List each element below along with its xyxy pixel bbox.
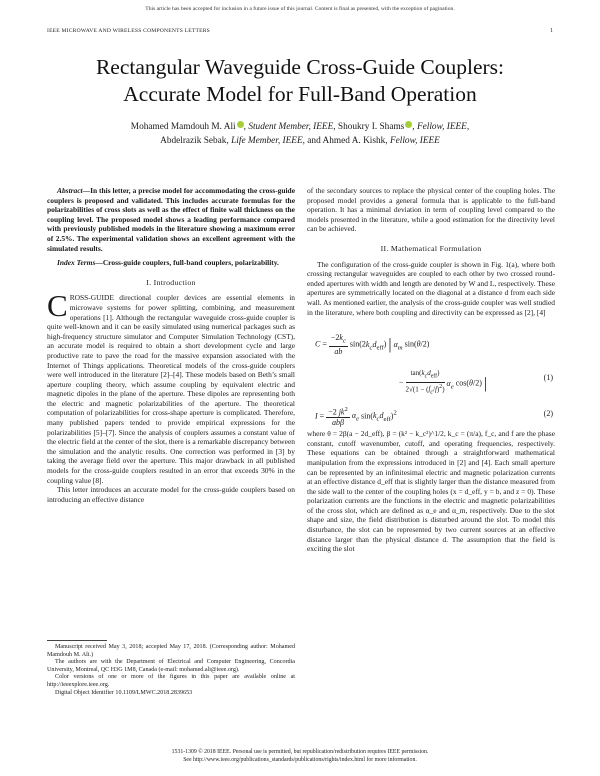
equation-1-number: (1)	[543, 373, 553, 383]
equation-2-body: I = −2 $jk^2$ abβ $\alpha_e$ $\sin(k_cd_{eff})^2$	[315, 406, 397, 428]
author-1-role: Student Member, IEEE	[248, 122, 334, 132]
equation-1-line-2: − $\tan(k_cd_{eff})$ $2√(1 - (f_c/f)^2)$ $\alpha_e$ cos(θ/2) |	[399, 369, 488, 396]
author-3-name: Abdelrazik Sebak	[160, 136, 227, 146]
footnote-received: Manuscript received May 3, 2018; accepted May 17, 2018. (Corresponding author: Mohamed Mamdouh M. Ali.)	[47, 644, 295, 658]
footnote-affiliation: The authors are with the Department of Electrical and Computer Engineering, Concordia University, Montreal, QC H3G 1M8, Canada (e-mail: mohamed.ali@ieee.org).	[47, 659, 295, 673]
left-column	[47, 186, 295, 504]
copyright-footer	[0, 748, 600, 764]
section-heading-introduction: I. Introduction	[146, 277, 196, 287]
author-3-role: Life Member, IEEE	[231, 136, 303, 146]
equation-2-number: (2)	[543, 409, 553, 419]
equation-1-line-1: C = $\frac{-2k_c}{ab}$ $\sin(2k_cd_{eff})$ | $\alpha_m$ sin(θ/2)	[315, 333, 430, 357]
footnote-rule	[47, 640, 107, 641]
index-terms	[47, 258, 295, 268]
right-column	[307, 186, 555, 554]
author-4-role: Fellow, IEEE	[389, 136, 440, 146]
acceptance-note: This article has been accepted for inclusion in a future issue of this journal. Content is final as presented, with the exception of pagination.	[145, 6, 455, 12]
footnote-doi: Digital Object Identifier 10.1109/LMWC.2018.2839653	[55, 689, 193, 696]
abstract-label: Abstract—	[57, 186, 91, 195]
footnotes	[47, 640, 295, 697]
intro-paragraph-1	[47, 288, 296, 485]
footnote-color: Color versions of one or more of the figures in this paper are available online at http://ieeexplore.ieee.org.	[47, 674, 295, 688]
section-heading-formulation: II. Mathematical Formulation	[380, 243, 482, 253]
author-2-name: Shoukry I. Shams	[337, 122, 405, 132]
abstract-text: In this letter, a precise model for accommodating the cross-guide couplers is proposed and validated. This includes accurate formulas for the polarizabilities of cross slots as well as the effect of finite wall thickness on the coupling level. The proposed model shows a leading performance compared with previously published models in the literature showing a maximum error of 2.5%. The experimental validation shows an excellent agreement with the simulated results.	[47, 186, 295, 253]
paper-title	[40, 54, 560, 108]
intro-paragraph-2: This letter introduces an accurate model for the cross-guide couplers based on introducing an effective distance	[47, 485, 295, 504]
right-paragraph-1: of the secondary sources to replace the physical center of the coupling holes. The proposed model provides a general formula that is applicable to the full-band operation. It has a minimal deviation in term of coupling level compared to the models presented in the literature, while a good estimation for the directivity level can be achieved.	[307, 186, 555, 234]
running-head: IEEE MICROWAVE AND WIRELESS COMPONENTS LETTERS	[47, 28, 210, 34]
author-1-name: Mohamed Mamdouh M. Ali	[130, 122, 236, 132]
index-terms-label: Index Terms—	[57, 258, 103, 268]
abstract	[47, 186, 295, 253]
rights-link-line[interactable]: See http://www.ieee.org/publications_standards/publications/rights/index.html for more information.	[183, 757, 417, 763]
orcid-icon[interactable]	[405, 121, 412, 128]
copyright-line: 1531-1309 © 2018 IEEE. Personal use is permitted, but republication/redistribution requires IEEE permission.	[171, 749, 429, 755]
right-paragraph-2: The configuration of the cross-guide coupler is shown in Fig. 1(a), where both crossing rectangular waveguides are coupled to each other by two crossed round-ended apertures with width and length are denoted by W and L, respectively. These apertures are symmetrically located on the diagonal at a distance d from each side wall. As mentioned earlier, the analysis of the cross-guide coupler was well studied in the literature, where both coupling and directivity can be expressed as [2], [4]	[307, 259, 555, 317]
orcid-icon[interactable]	[237, 121, 244, 128]
author-2-role: Fellow, IEEE	[416, 122, 467, 132]
author-list: Mohamed Mamdouh M. Ali , Student Member, IEEE, Shoukry I. Shams , Fellow, IEEE, Abdelrazik Sebak, Life Member, IEEE, and Ahmed A. Kishk, Fellow, IEEE	[130, 122, 470, 146]
title-line-1: Rectangular Waveguide Cross-Guide Couplers:	[95, 55, 505, 79]
title-line-2: Accurate Model for Full-Band Operation	[123, 82, 477, 106]
page-number: 1	[550, 28, 553, 34]
index-terms-text: Cross-guide couplers, full-band couplers, polarizability.	[102, 258, 279, 268]
equation-1	[307, 323, 555, 401]
intro-paragraph-1-text: ROSS-GUIDE directional coupler devices are essential elements in microwave systems for power splitting, combining, and measurement operations [1]. Although the rectangular waveguide cross-guide coupler is quite well-known and it can be easily simulated using numerical packages such as high-frequency structure simulator and Computer Simulation Technology (CST), an accurate model is required to obtain a short development cycle and large productive rate to pave the road for the massive expansion associated with the Internet of Things applications. Theoretical models of the cross-guide couplers were well introduced in the literature [2]–[4]. These models based on Beth’s small aperture coupling theory, which assume coupling by equivalent electric and magnetic dipoles in the plane of the aperture. These dipoles are representing both the electric and magnetic polarizabilities of the aperture. The theoretical computation of polarizabilities for cross-shape aperture is complicated. Therefore, many published papers tended to provide empirical expressions for the polarizabilities [5]–[7]. Since the analysis of couplers assumes a constant value of the electric field at the center of the slot, there is a remarkable discrepancy between the simulation and the analytic results. One correction was performed in [3] by taking the average field over the aperture. This major drawback in all published models for the cross-guide couplers resulted in an error that exceeds 30% in the coupling value [8].	[47, 293, 296, 485]
author-4-name: and Ahmed A. Kishk	[307, 136, 386, 146]
equation-2	[307, 403, 555, 429]
drop-cap: C	[47, 288, 68, 324]
right-paragraph-3: where θ = 2β(a − 2d_eff), β = (k² − k_c²)^1/2, k_c = (π/a), f_c, and f are the phase constant, cutoff wavenumber, cutoff, and operating frequencies, respectively. These equations can be obtained through a straightforward mathematical manipulation from the expressions introduced in [2] and [4]. Each small aperture can be represented by an infinitesimal electric and magnetic polarization currents at an effective distance d_eff that is slightly larger than the distance measured from the side wall to the center of the coupling holes (x = d_eff, y = b, and z = 0). These polarization currents are the functions in the electric and magnetic polarizabilities of the cross slot, which are defined as α_e and α_m, respectively. Due to the slot shape and size, the field distribution is disturbed around the slot. To model this disturbance, the slot can be represented by two current sources at an effective distance larger than the physical distance d. The assumption that the field is exciting the slot	[307, 429, 555, 554]
